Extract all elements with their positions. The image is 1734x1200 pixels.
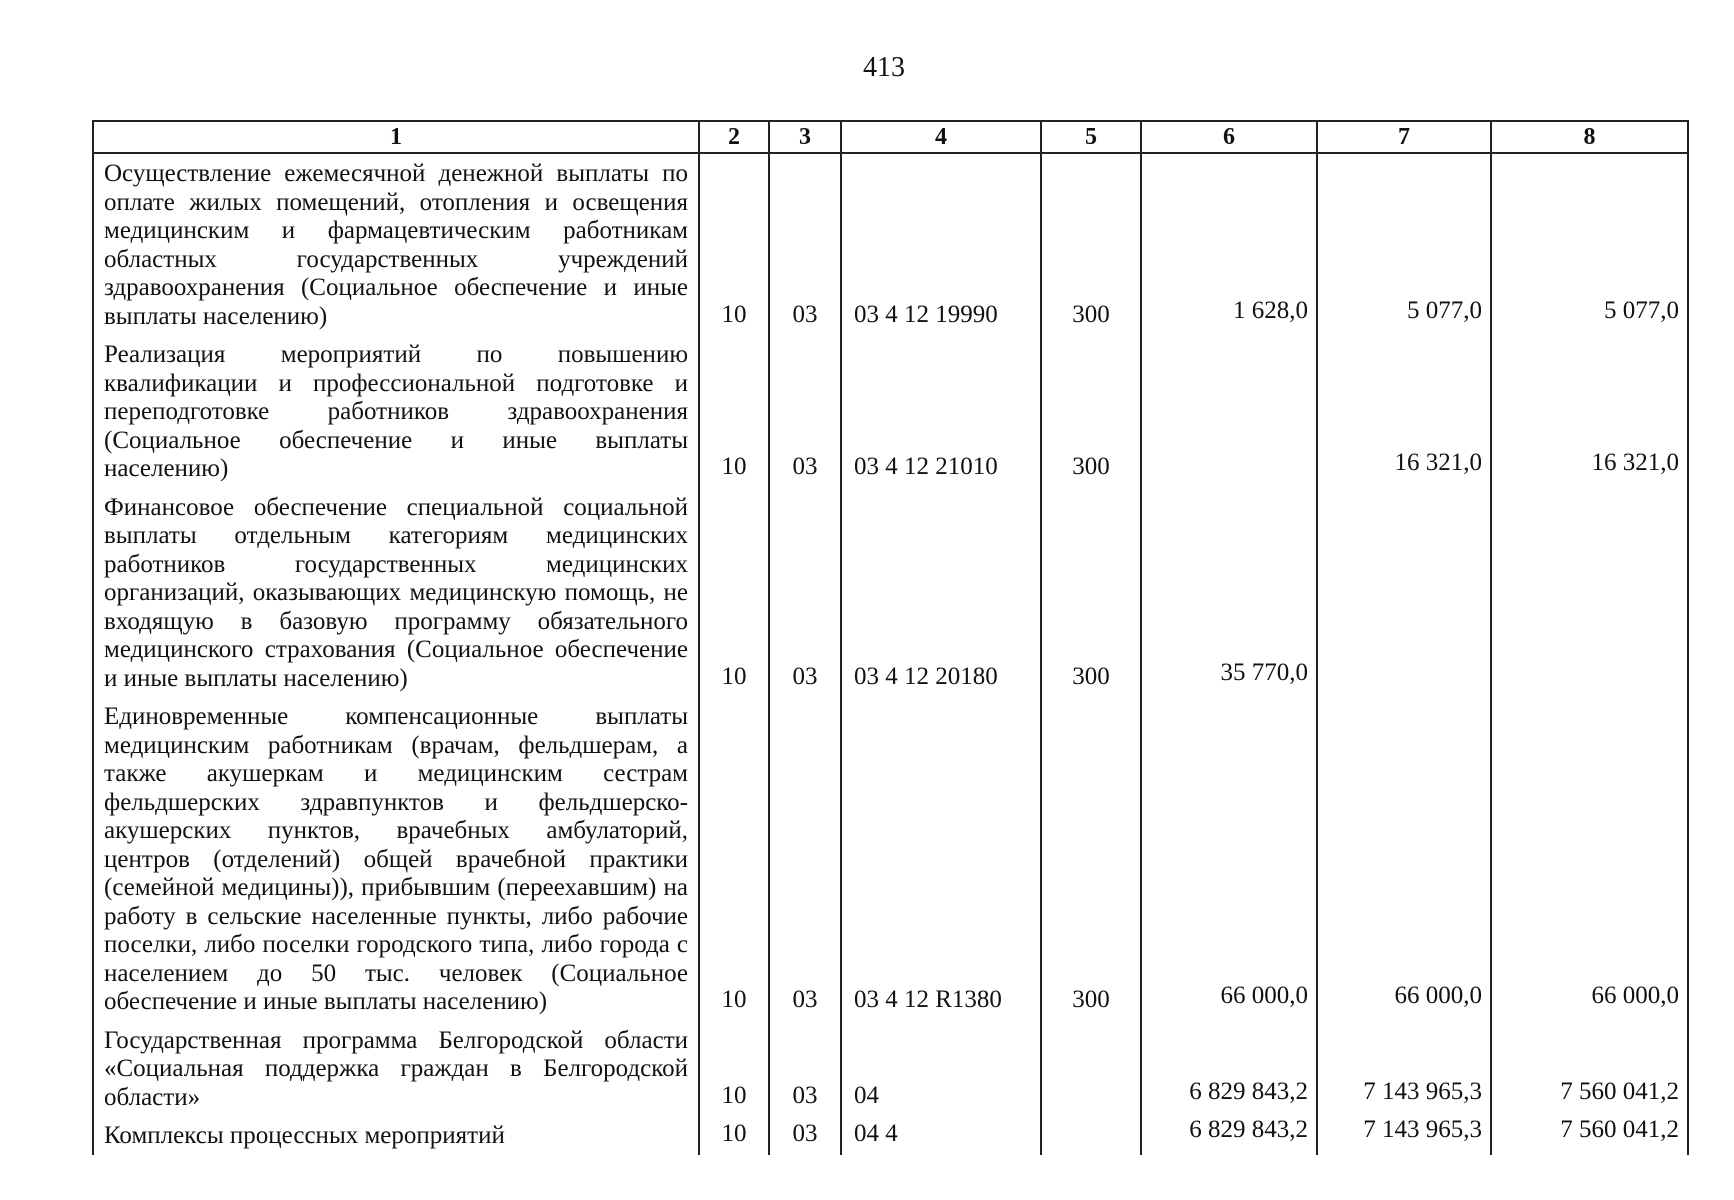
row-sum-2 [1317, 488, 1491, 698]
row-subsection: 03 [769, 153, 841, 335]
row-expense-type [1041, 1116, 1141, 1155]
row-expense-type: 300 [1041, 488, 1141, 698]
row-expense-type: 300 [1041, 697, 1141, 1021]
row-description [93, 1116, 699, 1155]
row-description-text: Комплексы процессных мероприятий [104, 1122, 505, 1149]
row-sum-2: 7 143 965,3 [1317, 1021, 1491, 1117]
header-col-2: 2 [699, 121, 769, 153]
row-sum-1: 35 770,0 [1141, 488, 1317, 698]
row-section: 10 [699, 335, 769, 488]
table-row [93, 335, 1688, 488]
row-subsection: 03 [769, 1021, 841, 1117]
header-col-3: 3 [769, 121, 841, 153]
row-subsection: 03 [769, 335, 841, 488]
row-sum-1: 1 628,0 [1141, 153, 1317, 335]
row-section: 10 [699, 153, 769, 335]
row-description-text: Осуществление ежемесячной денежной выплаты по оплате жилых помещений, отопления и освещения медицинским и фармацевтическим работникам областных государственных учреждений здравоохранения (Социальное обеспечение и иные выплаты населению) [104, 160, 688, 330]
row-sum-1 [1141, 335, 1317, 488]
row-section: 10 [699, 1021, 769, 1117]
row-expense-type: 300 [1041, 153, 1141, 335]
row-section: 10 [699, 488, 769, 698]
row-description [93, 488, 699, 698]
row-sum-1: 6 829 843,2 [1141, 1116, 1317, 1155]
row-description [93, 697, 699, 1021]
row-description [93, 1021, 699, 1117]
row-subsection: 03 [769, 1116, 841, 1155]
row-target: 03 4 12 19990 [841, 153, 1041, 335]
row-target: 03 4 12 R1380 [841, 697, 1041, 1021]
row-sum-3: 7 560 041,2 [1491, 1116, 1688, 1155]
row-description-text: Реализация мероприятий по повышению квалификации и профессиональной подготовке и переподготовке работников здравоохранения (Социальное обеспечение и иные выплаты населению) [104, 341, 688, 482]
row-target: 04 4 [841, 1116, 1041, 1155]
table-row [93, 488, 1688, 698]
row-expense-type [1041, 1021, 1141, 1117]
table-row [93, 697, 1688, 1021]
row-description-text: Финансовое обеспечение специальной социальной выплаты отдельным категориям медицинских работников государственных медицинских организаций, оказывающих медицинскую помощь, не входящую в базовую программу обязательного медицинского страхования (Социальное обеспечение и иные выплаты населению) [104, 493, 688, 692]
row-sum-3: 5 077,0 [1491, 153, 1688, 335]
row-sum-3: 7 560 041,2 [1491, 1021, 1688, 1117]
row-sum-3: 66 000,0 [1491, 697, 1688, 1021]
row-sum-2: 7 143 965,3 [1317, 1116, 1491, 1155]
budget-table [92, 120, 1689, 1155]
row-sum-1: 6 829 843,2 [1141, 1021, 1317, 1117]
header-col-7: 7 [1317, 121, 1491, 153]
row-sum-2: 66 000,0 [1317, 697, 1491, 1021]
row-section: 10 [699, 697, 769, 1021]
header-col-4: 4 [841, 121, 1041, 153]
row-sum-2: 16 321,0 [1317, 335, 1491, 488]
header-col-8: 8 [1491, 121, 1688, 153]
header-col-6: 6 [1141, 121, 1317, 153]
row-description-text: Единовременные компенсационные выплаты медицинским работникам (врачам, фельдшерам, а также акушеркам и медицинским сестрам фельдшерских здравпунктов и фельдшерско-акушерских пунктов, врачебных амбулаторий, центров (отделений) общей врачебной практики (семейной медицины)), прибывшим (переехавшим) на работу в сельские населенные пункты, либо рабочие поселки, либо поселки городского типа, либо города с населением до 50 тыс. человек (Социальное обеспечение и иные выплаты населению) [104, 703, 688, 1015]
row-target: 03 4 12 21010 [841, 335, 1041, 488]
row-description-text: Государственная программа Белгородской области «Социальная поддержка граждан в Белгородской области» [104, 1026, 688, 1111]
row-sum-3: 16 321,0 [1491, 335, 1688, 488]
row-target: 03 4 12 20180 [841, 488, 1041, 698]
table-row [93, 1116, 1688, 1155]
header-row [93, 121, 1688, 153]
row-description [93, 335, 699, 488]
row-sum-2: 5 077,0 [1317, 153, 1491, 335]
header-col-5: 5 [1041, 121, 1141, 153]
row-sum-1: 66 000,0 [1141, 697, 1317, 1021]
header-col-1: 1 [93, 121, 699, 153]
row-section: 10 [699, 1116, 769, 1155]
row-expense-type: 300 [1041, 335, 1141, 488]
page-number: 413 [863, 52, 905, 83]
row-subsection: 03 [769, 488, 841, 698]
table-row [93, 1021, 1688, 1117]
table-row [93, 153, 1688, 335]
row-subsection: 03 [769, 697, 841, 1021]
row-target: 04 [841, 1021, 1041, 1117]
row-sum-3 [1491, 488, 1688, 698]
row-description [93, 153, 699, 335]
